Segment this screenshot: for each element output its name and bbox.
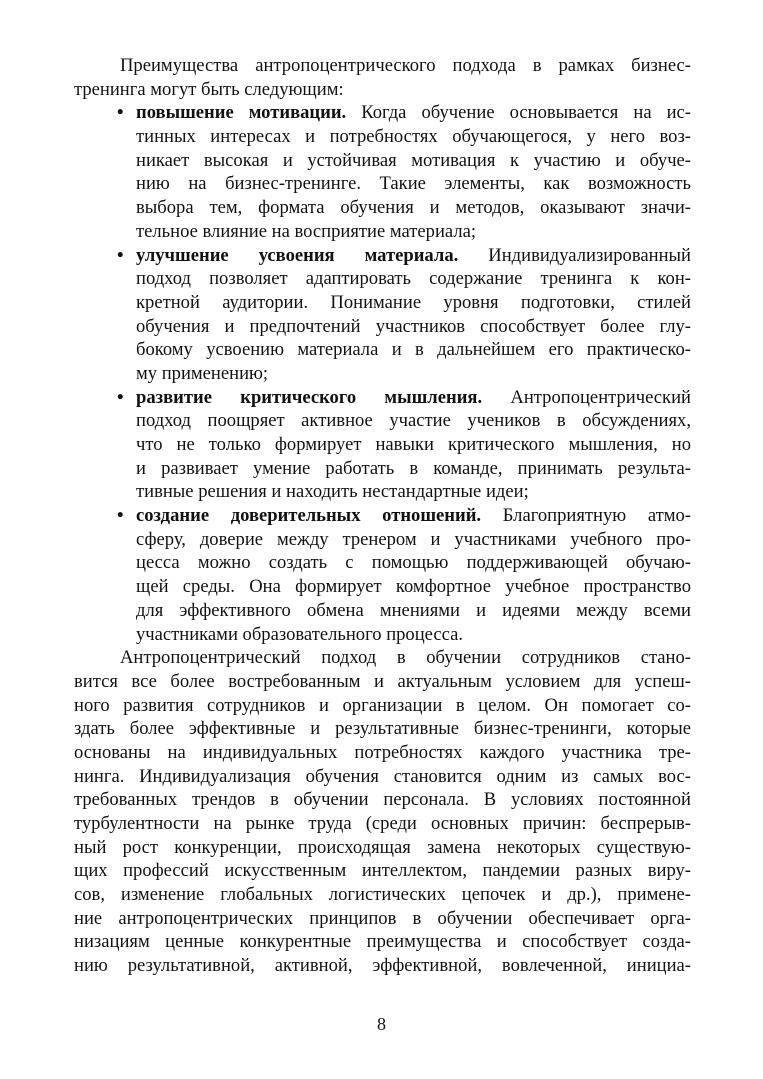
bullet-text: Благоприятную атмо- xyxy=(481,505,691,527)
text-line: ного развития сотрудников и организации в целом. Он помогает со- xyxy=(74,694,691,716)
bullet-marker: • xyxy=(117,244,124,266)
bullet-marker: • xyxy=(117,102,124,124)
text-line: и развивает умение работать в команде, принимать результа- xyxy=(136,457,691,479)
closing-paragraph xyxy=(74,646,691,978)
bullet-first-line xyxy=(74,244,691,268)
text-line: для эффективного обмена мнениями и идеями между всеми xyxy=(136,599,691,621)
page-number: 8 xyxy=(377,1014,386,1034)
bullet-term: развитие критического мышления. xyxy=(136,386,483,408)
text-line: обучения и предпочтений участников способствует более глу- xyxy=(136,315,691,337)
text-line: турбулентности на рынке труда (среди основных причин: беспрерыв- xyxy=(74,813,691,834)
text-line: нию результативной, активной, эффективной, вовлеченной, инициа- xyxy=(74,955,691,977)
bullet-list xyxy=(74,101,691,646)
text-line: Антропоцентрический подход в обучении сотрудников стано- xyxy=(120,647,691,669)
text-line: нинга. Индивидуализация обучения становится одним из самых вос- xyxy=(74,765,691,787)
text-line: кретной аудитории. Понимание уровня подготовки, стилей xyxy=(136,291,691,313)
text-line: сферу, доверие между тренером и участниками учебного про- xyxy=(136,528,691,550)
bullet-first-line xyxy=(74,101,691,125)
text-line: тренинга могут быть следующим: xyxy=(74,78,344,100)
bullet-text: Антропоцентрический xyxy=(482,386,691,408)
intro-paragraph xyxy=(74,54,691,101)
text-line: сов, изменение глобальных логистических цепочек и др.), примене- xyxy=(74,884,691,906)
bullet-term: создание доверительных отношений. xyxy=(136,505,482,527)
text-line: тельное влияние на восприятие материала; xyxy=(136,220,477,242)
text-line: щих профессий искусственным интеллектом, пандемии разных виру- xyxy=(74,860,691,882)
bullet-marker: • xyxy=(117,386,124,408)
text-line: выбора тем, формата обучения и методов, оказывают значи- xyxy=(136,197,691,219)
text-line: участниками образовательного процесса. xyxy=(136,623,464,645)
bullet-item-critical-thinking xyxy=(74,386,691,504)
text-line: требованных трендов в обучении персонала. В условиях постоянной xyxy=(74,789,691,811)
bullet-first-line xyxy=(74,386,691,410)
text-line: ный рост конкуренции, происходящая замена некоторых существую- xyxy=(74,836,691,858)
bullet-first-line xyxy=(74,504,691,528)
page-body xyxy=(74,54,691,978)
text-line: подход позволяет адаптировать содержание тренинга к кон- xyxy=(136,268,691,290)
bullet-marker: • xyxy=(117,505,124,527)
text-line: вится все более востребованным и актуальным условием для успеш- xyxy=(74,670,691,692)
text-line: тивные решения и находить нестандартные идеи; xyxy=(136,481,529,503)
text-line: тинных интересах и потребностях обучающегося, у него воз- xyxy=(136,126,691,148)
text-line: здать более эффективные и результативные бизнес-тренинги, которые xyxy=(74,718,691,740)
text-line: щей среды. Она формирует комфортное учебное пространство xyxy=(136,576,691,598)
bullet-term: повышение мотивации. xyxy=(136,102,347,124)
text-line: бокому усвоению материала и в дальнейшем его практическо- xyxy=(136,339,691,361)
text-line: низациям ценные конкурентные преимущества и способствует созда- xyxy=(74,931,691,953)
text-line: что не только формирует навыки критического мышления, но xyxy=(136,434,691,455)
bullet-item-learning xyxy=(74,244,691,386)
text-line: Преимущества антропоцентрического подхода в рамках бизнес- xyxy=(120,55,691,76)
bullet-item-trust xyxy=(74,504,691,646)
text-line: му применению; xyxy=(136,362,269,384)
text-line: подход поощряет активное участие учеников в обсуждениях, xyxy=(136,410,691,432)
bullet-text: Индивидуализированный xyxy=(458,244,691,266)
text-line: ние антропоцентрических принципов в обучении обеспечивает орга- xyxy=(74,907,691,929)
text-line: цесса можно создать с помощью поддерживающей обучаю- xyxy=(136,552,691,574)
bullet-item-motivation xyxy=(74,101,691,243)
text-line: никает высокая и устойчивая мотивация к участию и обуче- xyxy=(136,149,691,171)
bullet-text: Когда обучение основывается на ис- xyxy=(346,102,691,124)
text-line: основаны на индивидуальных потребностях каждого участника тре- xyxy=(74,741,691,763)
text-line: нию на бизнес-тренинге. Такие элементы, как возможность xyxy=(136,173,691,195)
bullet-term: улучшение усвоения материала. xyxy=(136,244,459,266)
